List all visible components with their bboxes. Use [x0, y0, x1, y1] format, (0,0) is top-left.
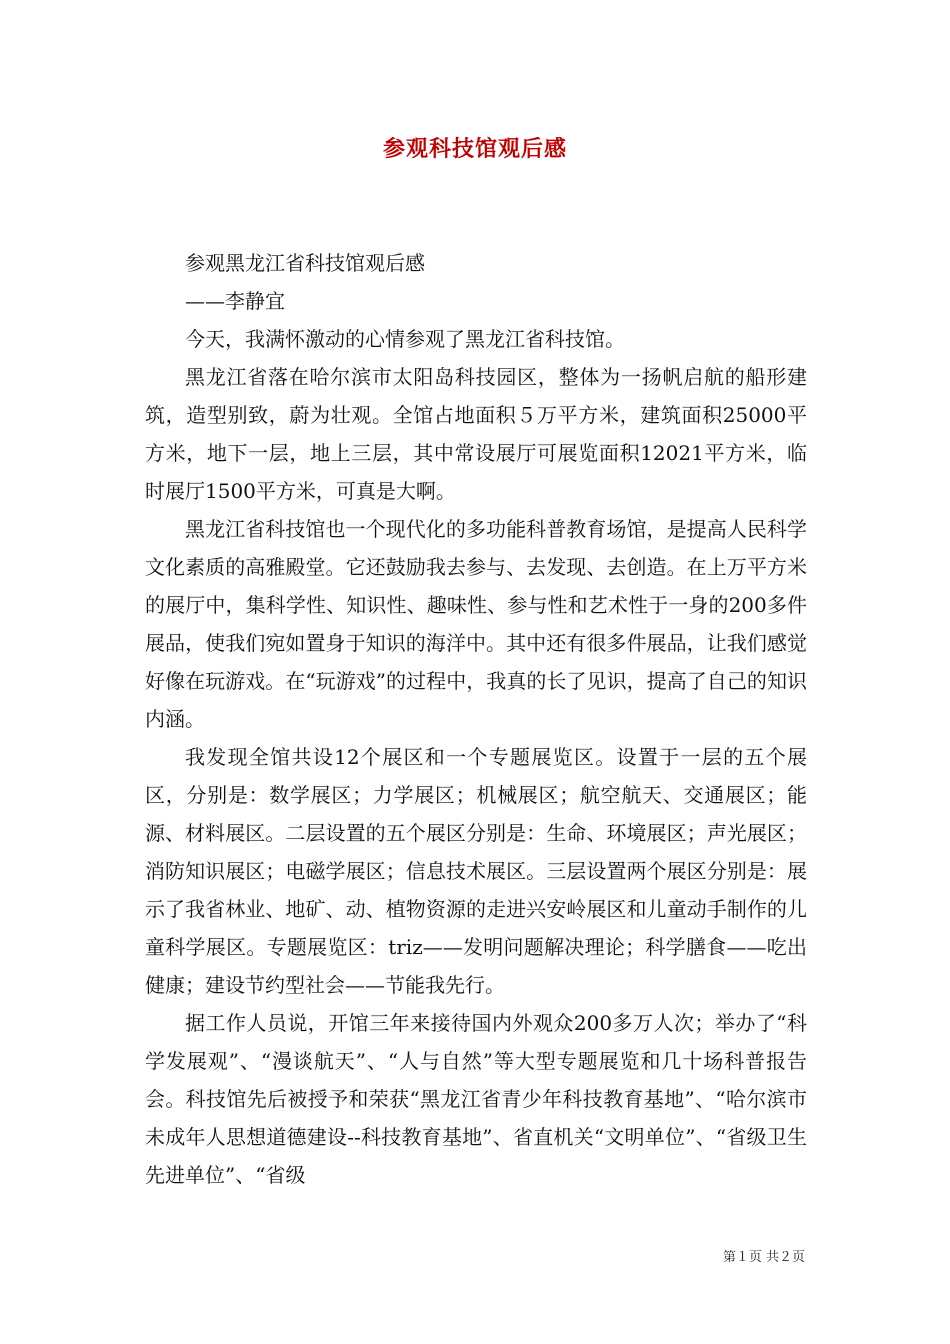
paragraph-exhibits: 我发现全馆共设12个展区和一个专题展览区。设置于一层的五个展区，分别是：数学展区；力学展区；机械展区；航空航天、交通展区；能源、材料展区。二层设置的五个展区分别是：生命、环境展区；声光展区；消防知识展区；电磁学展区；信息技术展区。三层设置两个展区分别是：展示了我省林业、地矿、动、植物资源的走进兴安岭展区和儿童动手制作的儿童科学展区。专题展览区：triz——发明问题解决理论；科学膳食——吃出健康；建设节约型社会——节能我先行。 — [145, 745, 807, 997]
paragraph-subtitle: 参观黑龙江省科技馆观后感 — [185, 251, 425, 275]
paragraph-function: 黑龙江省科技馆也一个现代化的多功能科普教育场馆，是提高人民科学文化素质的高雅殿堂。它还鼓励我去参与、去发现、去创造。在上万平方米的展厅中，集科学性、知识性、趣味性、参与性和艺术性于一身的200多件展品，使我们宛如置身于知识的海洋中。其中还有很多件展品，让我们感觉好像在玩游戏。在“玩游戏”的过程中，我真的长了见识，提高了自己的知识内涵。 — [145, 517, 807, 731]
paragraph-location: 黑龙江省落在哈尔滨市太阳岛科技园区，整体为一扬帆启航的船形建筑，造型别致，蔚为壮观。全馆占地面积５万平方米，建筑面积25000平方米，地下一层，地上三层，其中常设展厅可展览面积12021平方米，临时展厅1500平方米，可真是大啊。 — [145, 365, 807, 503]
page-number: 第１页 共２页 — [722, 1250, 805, 1265]
document-title: 参观科技馆观后感 — [382, 136, 567, 162]
paragraph-intro: 今天，我满怀激动的心情参观了黑龙江省科技馆。 — [185, 327, 625, 351]
document-body — [145, 244, 807, 1194]
paragraph-author: ——李静宜 — [185, 289, 285, 313]
paragraph-visitors: 据工作人员说，开馆三年来接待国内外观众200多万人次；举办了“科学发展观”、“漫谈航天”、“人与自然”等大型专题展览和几十场科普报告会。科技馆先后被授予和荣获“黑龙江省青少年科技教育基地”、“哈尔滨市未成年人思想道德建设--科技教育基地”、省直机关“文明单位”、“省级卫生先进单位”、“省级 — [145, 1011, 807, 1187]
